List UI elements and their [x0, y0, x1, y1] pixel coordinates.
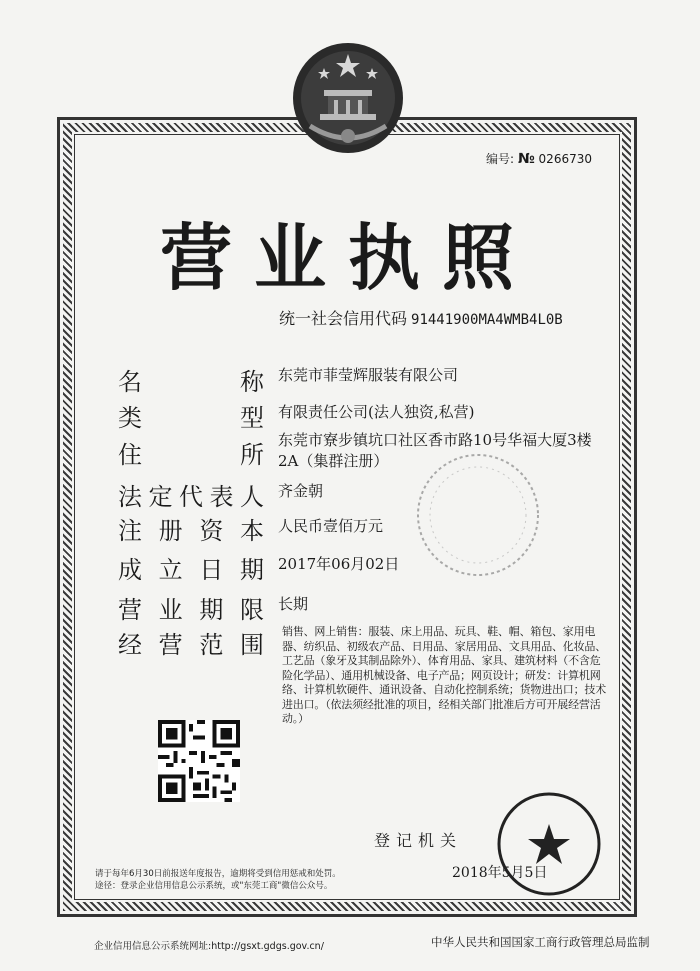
label-capital: 注 册 资 本 [118, 517, 264, 545]
national-emblem-icon [290, 40, 406, 156]
label-established: 成 立 日 期 [118, 556, 264, 584]
credit-code-label: 统一社会信用代码 [279, 309, 408, 328]
annual-report-notice [95, 868, 341, 892]
qr-code-icon [158, 720, 240, 802]
label-address: 住 所 [118, 441, 264, 469]
value-established: 2017年06月02日 [278, 555, 400, 573]
serial-number [486, 150, 592, 167]
official-seal-icon [495, 790, 603, 898]
value-legal-rep: 齐金朝 [278, 482, 324, 500]
notice-line-2: 途径：登录企业信用信息公示系统，或"东莞工商"微信公众号。 [95, 881, 333, 891]
value-scope: 销售、网上销售：服装、床上用品、玩具、鞋、帽、箱包、家用电器、纺织品、初级农产品、日用品、家居用品、文具用品、化妆品、工艺品（象牙及其制品除外）、体育用品、家具、建筑材料（不含危险化学品）、通用机械设备、电子产品；网页设计；研发：计算机网络、计算机软硬件、通讯设备、自动化控制系统；货物进出口；技术进出口。（依法须经批准的项目，经相关部门批准后方可开展经营活动。） [282, 625, 606, 725]
notice-line-1: 请于每年6月30日前报送年度报告，逾期将受到信用惩戒和处罚。 [95, 869, 341, 879]
value-term: 长期 [278, 595, 309, 613]
footer-supervisor: 中华人民共和国国家工商行政管理总局监制 [431, 935, 650, 949]
serial-label: 编号: [486, 152, 515, 166]
label-scope: 经 营 范 围 [118, 631, 264, 659]
label-name: 名 称 [118, 368, 264, 396]
credit-code [279, 306, 563, 329]
value-name: 东莞市菲莹辉服装有限公司 [278, 366, 459, 384]
serial-prefix: № [517, 151, 535, 167]
value-type: 有限责任公司(法人独资,私营) [278, 403, 475, 421]
value-capital: 人民币壹佰万元 [278, 517, 384, 535]
faint-stamp-icon [413, 450, 543, 580]
label-legal-rep: 法 定 代 表 人 [118, 483, 264, 511]
issue-date: 2018年5月5日 [452, 865, 548, 881]
registration-authority: 登记机关 [374, 831, 463, 850]
label-term: 营 业 期 限 [118, 596, 264, 624]
page-title: 营业执照 [159, 216, 536, 300]
footer-website: 企业信用信息公示系统网址:http://gsxt.gdgs.gov.cn/ [94, 941, 324, 952]
serial-value: 0266730 [538, 152, 592, 166]
label-type: 类 型 [118, 404, 264, 432]
value-address: 东莞市寮步镇坑口社区香市路10号华福大厦3楼2A（集群注册） [278, 431, 592, 470]
credit-code-value: 91441900MA4WMB4L0B [411, 312, 563, 328]
